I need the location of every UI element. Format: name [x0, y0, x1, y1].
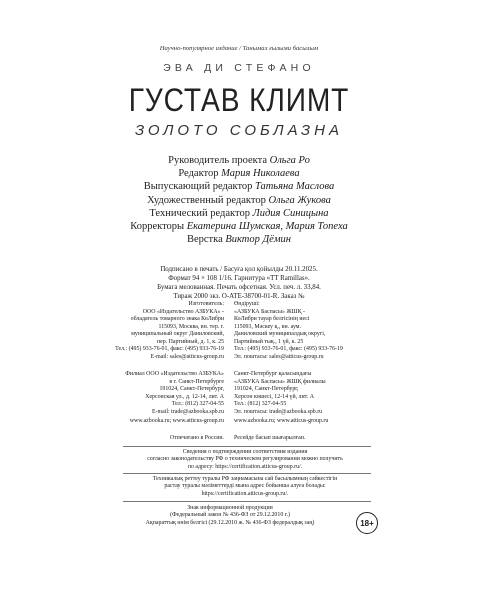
info-mark-line: Ақпараттық өнім белгісі (29.12.2010 ж. № 436-ФЗ федералдық заң) — [145, 519, 315, 526]
branch-line: Тел.: (812) 327-04-55 — [234, 401, 287, 407]
print-detail-line: Подписано в печать / Басуға қол қойылды 20.11.2025. — [160, 266, 318, 273]
credit-line — [0, 194, 478, 207]
credit-line — [0, 180, 478, 193]
credit-role: Верстка — [186, 234, 223, 246]
credit-name: Ольга Ро — [269, 155, 310, 166]
credit-name: Екатерина Шумская, Мария Топеха — [186, 221, 348, 233]
branch-line: в г. Санкт-Петербурге — [169, 378, 224, 385]
branch-line: Херсонская ул., д. 12-14, лит. А — [145, 393, 224, 400]
conformity-line: Сведения о подтверждении соответствия издания — [182, 449, 308, 455]
info-mark-line: (Федеральный закон № 436-ФЗ от 29.12.2010 г.) — [170, 512, 290, 519]
print-detail-line: Тираж 2000 экз. O-ATE-38700-01-R. Заказ № — [173, 292, 305, 300]
conformity-line: растау туралы мәліметтерді мына адрес бойынша алуға болады: — [164, 483, 326, 490]
credit-role: Корректоры — [130, 221, 185, 233]
publisher-line: муниципальный округ Даниловский, — [131, 331, 224, 337]
branch-line: Херсон көшесі, 12-14 үй, лит. А — [234, 393, 314, 400]
publisher-kz — [229, 301, 478, 361]
conformity-kz — [115, 476, 375, 498]
credit-name: Виктор Дёмин — [225, 234, 292, 246]
publisher-line: 115093, Москва, вн. тер. г. — [158, 323, 224, 330]
branch-line: Филиал ООО «Издательство АЗБУКА» — [125, 371, 224, 377]
author-name: ЭВА ДИ СТЕФАНО — [163, 62, 315, 74]
publisher-line: обладатель товарного знака КоЛибри — [130, 316, 224, 322]
publisher-line: Даниловский муниципалдық округі, — [234, 331, 326, 337]
publisher-line: Изготовитель: — [188, 301, 224, 307]
publisher-line: 115093, Мәскеу қ., вн. аум. — [234, 323, 302, 330]
credit-name: Ольга Жукова — [268, 194, 331, 206]
credit-line — [0, 167, 478, 180]
publisher-ru — [0, 301, 229, 361]
conformity-line: по адресу: https://certification.atticus-group.ru/. — [187, 463, 303, 470]
credit-name: Татьяна Маслова — [255, 181, 335, 193]
credit-role: Художественный редактор — [147, 194, 266, 206]
branch-kz — [229, 371, 478, 416]
publisher-line: пер. Партийный, д. 1, к. 25 — [156, 338, 224, 345]
credit-line — [0, 233, 478, 246]
publisher-line: Эл. поштасы: sales@atticus-group.ru — [234, 353, 324, 360]
branch-line: Эл. поштасы: trade@azbooka.spb.ru — [234, 408, 323, 415]
publisher-line: Өндіруші: — [234, 301, 260, 307]
branch-line: Санкт-Петербург қаласындағы — [234, 371, 312, 377]
websites-block — [0, 418, 478, 426]
info-mark-line: Знак информационной продукции — [187, 505, 273, 511]
print-details — [0, 266, 478, 302]
credit-name: Лидия Синицына — [252, 207, 329, 219]
conformity-line: согласно законодательству РФ о техническом регулировании можно получить — [147, 456, 343, 463]
book-title: ГУСТАВ КЛИМТ — [128, 82, 350, 118]
credit-line — [0, 207, 478, 220]
website-link-kz[interactable]: www.azbooka.ru; www.atticus-group.ru — [234, 418, 329, 424]
print-detail-line: Формат 94 × 108 1/16. Гарнитура «TT Ramillas». — [168, 274, 310, 282]
credit-role: Технический редактор — [149, 207, 250, 219]
publisher-line: Тел.: (495) 933-76-01, факс: (495) 933-76-19 — [234, 346, 343, 352]
publisher-line: КоЛибри тауар белгісінің иесі — [234, 316, 310, 322]
book-subtitle: ЗОЛОТО СОБЛАЗНА — [135, 122, 343, 139]
publisher-line: «АЗБУКА Баспасы» ЖШҚ - — [234, 308, 305, 315]
info-mark — [100, 505, 360, 527]
branch-line: 191024, Санкт-Петербург, — [159, 386, 224, 392]
credit-name: Мария Николаева — [221, 168, 300, 180]
credit-role: Выпускающий редактор — [143, 181, 253, 193]
printed-in-kz: Ресейде басып шығарылған. — [234, 435, 306, 441]
credit-role: Руководитель проекта — [168, 155, 268, 166]
conformity-line: Техникалық реттеу туралы РФ заңнамасына сай басылымның сәйкестігін — [152, 476, 338, 482]
credit-line — [0, 220, 478, 233]
printed-in-block — [0, 435, 478, 443]
branch-block — [0, 371, 478, 416]
branch-line: «АЗБУКА Баспасы» ЖШҚ филиалы — [234, 378, 326, 385]
printed-in-ru: Отпечатано в России. — [169, 435, 224, 441]
conformity-line: https://certification.atticus-group.ru/. — [201, 490, 289, 497]
branch-line: E-mail: trade@azbooka.spb.ru — [152, 408, 224, 415]
series-label: Научно-популярное издание / Танымал ғылыми басылым — [159, 45, 319, 52]
publisher-line: E-mail: sales@atticus-group.ru — [150, 353, 224, 360]
divider — [123, 473, 371, 474]
publisher-line: ООО «Издательство АЗБУКА» - — [142, 308, 224, 315]
age-rating-badge: 18+ — [356, 512, 378, 534]
print-detail-line: Бумага мелованная. Печать офсетная. Усл. печ. л. 33,84. — [157, 283, 321, 291]
publisher-line: Тел.: (495) 933-76-01, факс: (495) 933-76-19 — [115, 346, 224, 352]
branch-ru — [0, 371, 229, 416]
website-link-ru[interactable]: www.azbooka.ru; www.atticus-group.ru — [129, 418, 224, 424]
publisher-block — [0, 301, 478, 361]
branch-line: 191024, Санкт-Петербург, — [234, 386, 299, 392]
divider — [123, 446, 371, 447]
credit-role: Редактор — [178, 168, 219, 180]
credits-list — [0, 154, 478, 246]
divider — [123, 501, 371, 502]
credit-line — [0, 154, 478, 167]
publisher-line: Партийный тық., 1 үй, к. 25 — [234, 338, 304, 345]
conformity-ru — [115, 449, 375, 471]
branch-line: Тел.: (812) 327-04-55 — [171, 401, 224, 407]
